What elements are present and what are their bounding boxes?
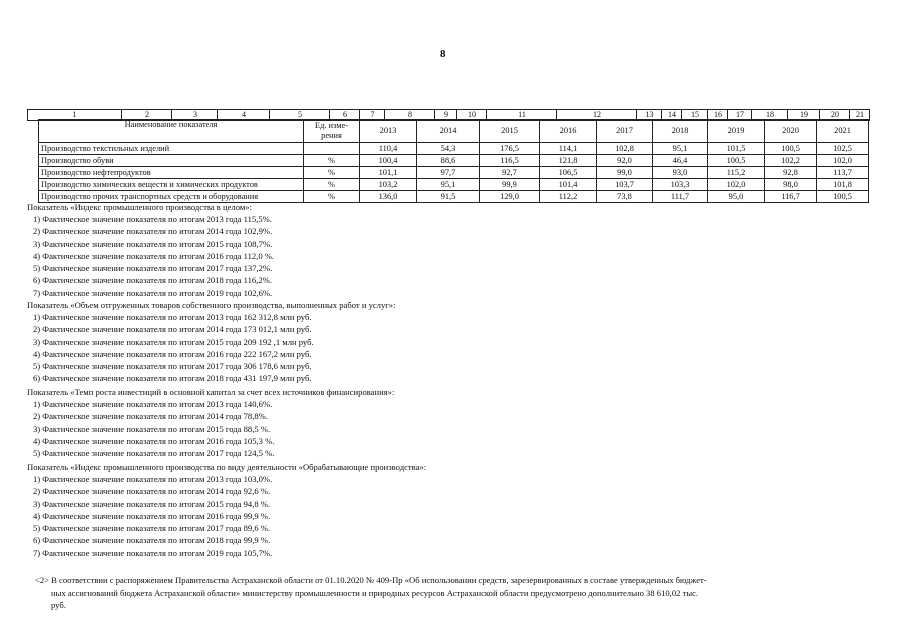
header-year: 2018 xyxy=(653,120,708,143)
header-indicator-name: Наименование показателя xyxy=(39,120,304,143)
header-year: 2017 xyxy=(597,120,653,143)
header-year: 2016 xyxy=(540,120,597,143)
list-item: 6) Фактическое значение показателя по итогам 2018 года 99,9 %. xyxy=(33,535,271,546)
cell: 100,5 xyxy=(765,143,817,155)
footnote-line: ных ассигнований бюджета Астраханской области» министерству промышленности и природных ресурсов Астраханской области предусмотрено дополнительно 38 610,02 тыс. xyxy=(51,587,699,598)
cell: 93,0 xyxy=(653,167,708,179)
row-name: Производство текстильных изделий xyxy=(39,143,304,155)
cell: 102,0 xyxy=(817,155,869,167)
cell: 102,2 xyxy=(765,155,817,167)
header-year: 2013 xyxy=(360,120,417,143)
cell: 110,4 xyxy=(360,143,417,155)
header-year: 2021 xyxy=(817,120,869,143)
header-year: 2014 xyxy=(417,120,480,143)
column-number: 13 xyxy=(636,110,662,120)
header-year: 2015 xyxy=(480,120,540,143)
cell: 97,7 xyxy=(417,167,480,179)
cell: 102,0 xyxy=(708,179,765,191)
table-row xyxy=(39,179,869,191)
table-row xyxy=(39,167,869,179)
header-year: 2019 xyxy=(708,120,765,143)
list-item: 1) Фактическое значение показателя по итогам 2013 года 162 312,8 млн руб. xyxy=(33,312,312,322)
list-item: 5) Фактическое значение показателя по итогам 2017 года 137,2%. xyxy=(33,263,273,274)
list-item: 7) Фактическое значение показателя по итогам 2019 года 102,6%. xyxy=(33,287,273,298)
cell: 102,8 xyxy=(597,143,653,155)
column-number: 8 xyxy=(384,110,435,120)
cell: 121,8 xyxy=(540,155,597,167)
list-item: 5) Фактическое значение показателя по итогам 2017 года 89,6 %. xyxy=(33,523,271,534)
list-item: 7) Фактическое значение показателя по итогам 2019 года 105,7%. xyxy=(33,547,273,558)
column-number: 3 xyxy=(171,110,218,120)
list-item: 4) Фактическое значение показателя по итогам 2016 года 99,9 %. xyxy=(33,510,271,521)
column-number: 9 xyxy=(434,110,457,120)
column-number: 14 xyxy=(661,110,682,120)
cell: 106,5 xyxy=(540,167,597,179)
cell: 92,7 xyxy=(480,167,540,179)
cell: 103,3 xyxy=(653,179,708,191)
list-item: 2) Фактическое значение показателя по итогам 2014 года 78,8%. xyxy=(33,411,268,422)
cell: 111,7 xyxy=(653,191,708,203)
row-unit: % xyxy=(304,179,360,191)
list-item: 4) Фактическое значение показателя по итогам 2016 года 112,0 %. xyxy=(33,250,275,261)
cell: 100,5 xyxy=(708,155,765,167)
section-title: Показатель «Темп роста инвестиций в основной капитал за счет всех источников финансирования»: xyxy=(27,387,395,397)
list-item: 6) Фактическое значение показателя по итогам 2018 года 116,2%. xyxy=(33,275,272,286)
cell: 114,1 xyxy=(540,143,597,155)
column-number: 2 xyxy=(121,110,172,120)
section-shipped-goods xyxy=(27,299,395,385)
list-item: 6) Фактическое значение показателя по итогам 2018 года 431 197,9 млн руб. xyxy=(33,373,312,384)
list-item: 1) Фактическое значение показателя по итогам 2013 года 103,0%. xyxy=(33,474,273,484)
column-number: 7 xyxy=(359,110,385,120)
section-manufacturing-index xyxy=(27,461,426,559)
column-number: 17 xyxy=(727,110,752,120)
cell: 92,0 xyxy=(597,155,653,167)
cell: 98,0 xyxy=(765,179,817,191)
column-number: 1 xyxy=(72,110,77,119)
cell: 103,7 xyxy=(597,179,653,191)
list-item: 4) Фактическое значение показателя по итогам 2016 года 222 167,2 млн руб. xyxy=(33,348,312,359)
list-item: 4) Фактическое значение показателя по итогам 2016 года 105,3 %. xyxy=(33,435,275,446)
column-number: 18 xyxy=(751,110,788,120)
list-item: 3) Фактическое значение показателя по итогам 2015 года 108,7%. xyxy=(33,238,273,249)
row-unit xyxy=(304,143,360,155)
cell: 100,5 xyxy=(817,191,869,203)
list-item: 3) Фактическое значение показателя по итогам 2015 года 88,5 %. xyxy=(33,423,271,434)
section-investment-growth xyxy=(27,386,394,459)
cell: 129,0 xyxy=(480,191,540,203)
column-number: 16 xyxy=(707,110,728,120)
list-item: 1) Фактическое значение показателя по итогам 2013 года 115,5%. xyxy=(33,214,272,224)
row-name: Производство обуви xyxy=(39,155,304,167)
section-title: Показатель «Индекс промышленного производства в целом»: xyxy=(27,202,252,212)
column-number: 6 xyxy=(329,110,360,120)
section-title: Показатель «Объем отгруженных товаров собственного производства, выполненных работ и услуг»: xyxy=(27,300,396,310)
column-number: 4 xyxy=(217,110,270,120)
column-number: 15 xyxy=(681,110,708,120)
cell: 95,1 xyxy=(417,179,480,191)
cell: 102,5 xyxy=(817,143,869,155)
header-unit: Ед. изме-рения xyxy=(304,120,360,143)
header-year: 2020 xyxy=(765,120,817,143)
cell: 101,5 xyxy=(708,143,765,155)
cell: 113,7 xyxy=(817,167,869,179)
cell: 116,5 xyxy=(480,155,540,167)
footnote-line: <2> В соответствии с распоряжением Правительства Астраханской области от 01.10.2020 № 409-Пр «Об использовании средств, зарезервированных в составе утвержденных бюджет- xyxy=(35,575,707,585)
cell: 136,0 xyxy=(360,191,417,203)
list-item: 3) Фактическое значение показателя по итогам 2015 года 209 192 ,1 млн руб. xyxy=(33,336,314,347)
list-item: 3) Фактическое значение показателя по итогам 2015 года 94,8 %. xyxy=(33,498,271,509)
row-unit: % xyxy=(304,167,360,179)
cell: 99,9 xyxy=(480,179,540,191)
list-item: 5) Фактическое значение показателя по итогам 2017 года 306 178,6 млн руб. xyxy=(33,361,312,372)
column-number: 11 xyxy=(486,110,557,120)
list-item: 2) Фактическое значение показателя по итогам 2014 года 173 012,1 млн руб. xyxy=(33,324,312,335)
indicators-table xyxy=(38,119,869,203)
row-unit: % xyxy=(304,155,360,167)
cell: 95,0 xyxy=(708,191,765,203)
column-number: 5 xyxy=(269,110,330,120)
cell: 73,8 xyxy=(597,191,653,203)
table-row xyxy=(39,143,869,155)
cell: 101,4 xyxy=(540,179,597,191)
cell: 54,3 xyxy=(417,143,480,155)
column-number: 10 xyxy=(456,110,487,120)
cell: 95,1 xyxy=(653,143,708,155)
cell: 112,2 xyxy=(540,191,597,203)
table-header-row xyxy=(39,120,869,143)
column-number: 19 xyxy=(787,110,820,120)
page-number: 8 xyxy=(440,48,446,60)
row-unit: % xyxy=(304,191,360,203)
cell: 176,5 xyxy=(480,143,540,155)
list-item: 5) Фактическое значение показателя по итогам 2017 года 124,5 %. xyxy=(33,448,275,459)
cell: 100,4 xyxy=(360,155,417,167)
column-number: 20 xyxy=(819,110,850,120)
column-number: 12 xyxy=(556,110,637,120)
cell: 91,5 xyxy=(417,191,480,203)
cell: 101,1 xyxy=(360,167,417,179)
cell: 103,2 xyxy=(360,179,417,191)
cell: 115,2 xyxy=(708,167,765,179)
footnote xyxy=(35,574,875,612)
list-item: 1) Фактическое значение показателя по итогам 2013 года 140,6%. xyxy=(33,399,273,409)
cell: 116,7 xyxy=(765,191,817,203)
cell: 101,8 xyxy=(817,179,869,191)
section-title: Показатель «Индекс промышленного производства по виду деятельности «Обрабатывающие производства»: xyxy=(27,462,427,472)
list-item: 2) Фактическое значение показателя по итогам 2014 года 92,6 %. xyxy=(33,486,271,497)
cell: 92,8 xyxy=(765,167,817,179)
section-industrial-index xyxy=(27,201,274,299)
row-name: Производство химических веществ и химических продуктов xyxy=(39,179,304,191)
cell: 46,4 xyxy=(653,155,708,167)
list-item: 2) Фактическое значение показателя по итогам 2014 года 102,9%. xyxy=(33,226,273,237)
cell: 99,0 xyxy=(597,167,653,179)
column-number: 21 xyxy=(849,110,870,120)
footnote-line: руб. xyxy=(51,600,66,610)
cell: 88,6 xyxy=(417,155,480,167)
table-row xyxy=(39,155,869,167)
row-name: Производство прочих транспортных средств и оборудования xyxy=(39,191,304,203)
row-name: Производство нефтепродуктов xyxy=(39,167,304,179)
